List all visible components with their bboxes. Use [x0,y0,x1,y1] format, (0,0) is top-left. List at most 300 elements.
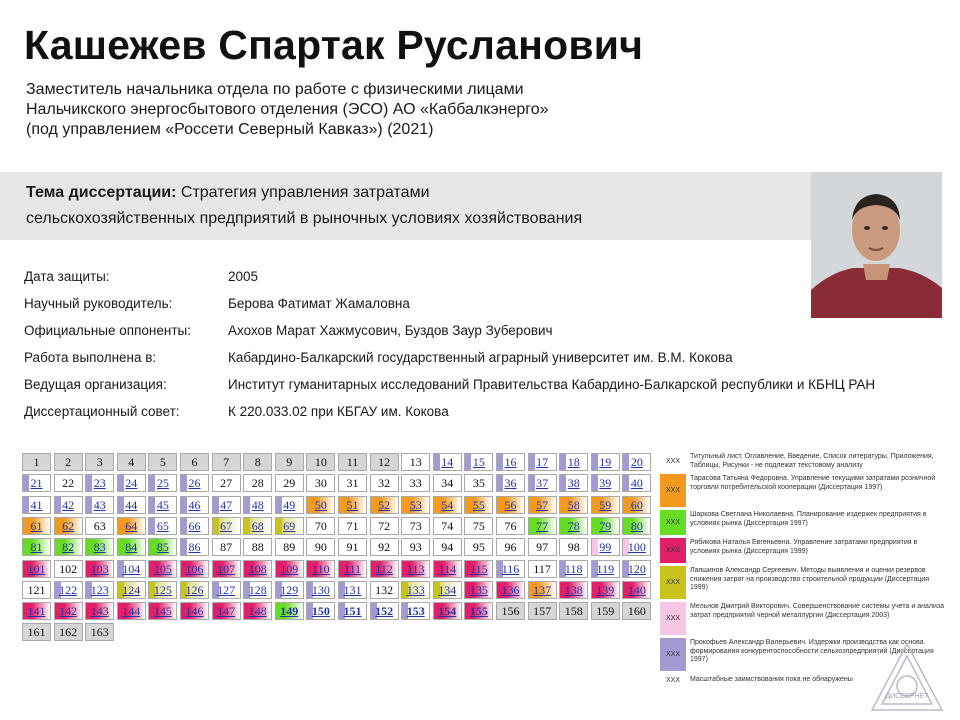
page-cell [22,581,51,599]
page-cell[interactable] [22,474,51,492]
page-cell[interactable] [85,581,114,599]
page-cell [243,474,272,492]
page-cell[interactable] [496,560,525,578]
legend-swatch: XXX [660,602,686,635]
page-number: 107 [217,561,236,576]
page-cell[interactable] [275,602,304,620]
detail-label: Научный руководитель: [24,296,173,311]
page-source-mark [592,518,598,534]
page-source-mark [118,518,124,534]
page-cell[interactable] [117,496,146,514]
page-cell [401,517,430,535]
page-source-mark [149,518,155,534]
page-cell [243,538,272,556]
page-cell[interactable] [243,602,272,620]
page-number: 46 [188,497,201,512]
person-name: Кашежев Спартак Русланович [24,22,644,68]
page-source-mark [86,539,92,555]
page-cell[interactable] [559,517,588,535]
page-cell[interactable] [243,560,272,578]
page-number: 116 [501,561,520,576]
page-number: 110 [312,561,330,576]
page-cell[interactable] [148,474,177,492]
page-number: 15 [472,455,485,469]
page-number: 106 [185,561,204,576]
page-number: 62 [62,518,75,533]
page-cell [275,453,304,471]
page-number: 16 [504,455,517,469]
page-number: 55 [472,497,485,512]
legend-row [660,452,946,472]
page-cell[interactable] [85,538,114,556]
page-number: 98 [567,540,580,555]
page-number: 122 [59,582,78,597]
page-number: 5 [159,455,166,469]
theme-text-line1: Стратегия управления затратами [176,184,430,201]
page-number: 13 [409,455,422,469]
page-cell[interactable] [148,538,177,556]
page-number: 127 [217,582,236,597]
legend-text: Рябикова Наталья Евгеньевна. Управление затратами предприятия в условиях рынка (Диссертация 1999) [690,539,918,555]
page-number: 50 [314,497,327,512]
page-cell[interactable] [464,496,493,514]
page-cell[interactable] [401,560,430,578]
page-cell[interactable] [401,602,430,620]
page-number: 65 [156,518,169,533]
page-number: 96 [504,540,517,555]
page-number: 142 [59,604,78,619]
page-cell [496,517,525,535]
page-number: 2 [65,455,72,469]
page-cell[interactable] [22,538,51,556]
page-number: 43 [93,497,106,512]
page-number: 58 [567,497,580,512]
page-cell [243,453,272,471]
page-cell[interactable] [559,453,588,471]
page-number: 45 [156,497,169,512]
page-number: 82 [62,540,75,555]
page-source-mark [434,497,440,513]
page-number: 25 [156,476,169,491]
page-cell[interactable] [622,538,651,556]
page-cell[interactable] [148,496,177,514]
page-cell[interactable] [212,560,241,578]
page-cell[interactable] [180,517,209,535]
page-cell[interactable] [180,581,209,599]
page-cell[interactable] [496,496,525,514]
page-cell[interactable] [591,496,620,514]
page-cell[interactable] [212,496,241,514]
page-number: 71 [346,518,359,533]
page-cell [496,602,525,620]
page-number: 163 [90,625,109,640]
page-cell[interactable] [148,581,177,599]
page-source-mark [244,518,250,534]
page-cell[interactable] [559,581,588,599]
page-number: 125 [153,582,172,597]
page-number: 85 [156,540,169,555]
page-number: 159 [596,604,615,619]
page-source-mark [560,497,566,513]
page-number: 152 [375,604,394,619]
legend-text: Лапшинов Александр Сергеевич. Методы выявления и оценки резервов снижения затрат на производство строительной продукции (Диссертация 1999) [690,567,930,591]
page-cell[interactable] [212,602,241,620]
page-number: 41 [30,497,43,512]
page-source-mark [149,497,155,513]
page-number: 160 [627,604,646,619]
page-number: 157 [533,604,552,619]
page-cell[interactable] [306,581,335,599]
page-cell[interactable] [433,602,462,620]
page-cell [180,453,209,471]
page-cell[interactable] [275,496,304,514]
page-source-mark [23,497,29,513]
page-cell[interactable] [85,474,114,492]
page-cell[interactable] [117,538,146,556]
legend-text: Тарасова Татьяна Федоровна. Управление текущими затратами розничной торговли потребительской кооперации (Диссертация 1997) [690,475,936,491]
page-cell [85,517,114,535]
page-number: 59 [599,497,612,512]
page-cell[interactable] [148,517,177,535]
page-number: 32 [378,476,391,491]
legend-text: Мельнов Дмитрий Викторович. Совершенствование системы учета и анализа затрат предприятий черной металлургии (Диссертация 2003) [690,603,944,619]
page-number: 113 [406,561,425,576]
page-source-mark [529,497,535,513]
detail-value: Берова Фатимат Жамаловна [228,296,410,311]
page-source-mark [307,497,313,513]
page-number: 119 [596,561,615,576]
dissernet-stamp [868,640,946,716]
page-cell[interactable] [370,560,399,578]
page-cell[interactable] [370,602,399,620]
page-number: 146 [185,604,204,619]
page-cell[interactable] [559,496,588,514]
page-number: 90 [314,540,327,555]
page-source-mark [23,539,29,555]
page-number: 27 [220,476,233,491]
page-source-mark [465,497,471,513]
page-source-mark [623,454,629,470]
page-source-mark [149,539,155,555]
page-cell [54,623,83,641]
page-cell [212,538,241,556]
page-number: 34 [441,476,454,491]
page-cell[interactable] [591,453,620,471]
page-cell[interactable] [591,538,620,556]
page-cell[interactable] [275,517,304,535]
page-number: 63 [93,518,106,533]
page-source-mark [23,518,29,534]
page-cell[interactable] [496,474,525,492]
page-cell[interactable] [464,560,493,578]
page-number: 80 [630,518,643,533]
page-source-mark [276,497,282,513]
page-number: 75 [472,518,485,533]
page-cell[interactable] [622,560,651,578]
page-number: 19 [599,455,612,469]
page-number: 161 [27,625,46,640]
page-number: 35 [472,476,485,491]
page-source-mark [276,518,282,534]
page-cell [591,602,620,620]
page-cell [464,538,493,556]
page-number: 140 [627,582,646,597]
page-cell[interactable] [180,560,209,578]
page-number: 100 [627,540,646,555]
page-number: 24 [125,476,138,491]
page-cell[interactable] [528,474,557,492]
page-number: 105 [153,561,172,576]
page-cell[interactable] [148,602,177,620]
page-cell[interactable] [54,517,83,535]
page-number: 4 [128,455,135,469]
page-number: 109 [280,561,299,576]
page-source-mark [181,497,187,513]
page-number: 70 [314,518,327,533]
page-source-mark [529,518,535,534]
page-number: 134 [438,582,457,597]
page-cell[interactable] [622,581,651,599]
page-source-mark [149,475,155,491]
page-source-mark [244,497,250,513]
page-cell[interactable] [54,496,83,514]
page-cell[interactable] [275,560,304,578]
page-cell[interactable] [306,496,335,514]
detail-value: Кабардино-Балкарский государственный аграрный университет им. В.М. Кокова [228,350,733,365]
page-cell[interactable] [464,453,493,471]
page-cell[interactable] [180,496,209,514]
page-number: 76 [504,518,517,533]
detail-label: Ведущая организация: [24,377,167,392]
page-cell[interactable] [338,602,367,620]
page-number: 28 [251,476,264,491]
page-number: 67 [220,518,233,533]
page-number: 156 [501,604,520,619]
page-cell[interactable] [243,496,272,514]
page-cell[interactable] [464,602,493,620]
page-source-mark [181,518,187,534]
page-source-mark [623,475,629,491]
page-number: 74 [441,518,454,533]
page-number: 33 [409,476,422,491]
page-cell[interactable] [622,453,651,471]
page-cell[interactable] [338,496,367,514]
page-cell [117,453,146,471]
page-number: 126 [185,582,204,597]
page-cell[interactable] [243,581,272,599]
page-number: 37 [536,476,549,491]
page-cell[interactable] [306,560,335,578]
page-cell[interactable] [275,581,304,599]
page-cell[interactable] [117,517,146,535]
page-cell[interactable] [591,517,620,535]
legend-swatch: XXX [660,510,686,535]
detail-label: Работа выполнена в: [24,350,157,365]
page-cell[interactable] [85,602,114,620]
dissertation-theme [26,180,806,232]
page-number: 83 [93,540,106,555]
page-cell[interactable] [559,560,588,578]
detail-label: Дата защиты: [24,269,110,284]
page-cell [54,474,83,492]
page-number: 151 [343,604,362,619]
page-cell[interactable] [117,602,146,620]
page-cell [212,474,241,492]
page-cell[interactable] [591,474,620,492]
page-number: 52 [378,497,391,512]
page-number: 95 [472,540,485,555]
page-cell[interactable] [180,474,209,492]
page-source-mark [623,518,629,534]
page-source-mark [497,475,503,491]
page-number: 149 [280,604,299,619]
page-number: 69 [283,518,296,533]
page-source-mark [560,475,566,491]
page-number: 141 [27,604,46,619]
legend-swatch: XXX [660,538,686,563]
page-cell [401,474,430,492]
page-cell[interactable] [401,581,430,599]
page-number: 22 [62,476,75,491]
page-cell[interactable] [117,474,146,492]
page-cell[interactable] [54,602,83,620]
page-source-mark [434,454,440,470]
page-number: 123 [90,582,109,597]
page-number: 130 [311,582,330,597]
page-number: 78 [567,518,580,533]
page-cell[interactable] [338,581,367,599]
page-source-mark [55,518,61,534]
page-number: 84 [125,540,138,555]
page-cell[interactable] [180,538,209,556]
page-source-mark [529,475,535,491]
page-number: 131 [343,582,362,597]
page-source-mark [339,497,345,513]
page-cell[interactable] [22,560,51,578]
page-number: 18 [567,455,580,469]
page-number: 99 [599,540,612,555]
legend-text: Шаркова Светлана Николаевна. Планирование издержек предприятия в условиях рынка (Диссертация 1997) [690,511,927,527]
page-number: 112 [375,561,393,576]
page-cell[interactable] [22,602,51,620]
page-cell[interactable] [433,560,462,578]
page-cell[interactable] [622,474,651,492]
page-source-mark [118,539,124,555]
page-cell[interactable] [496,453,525,471]
page-cell[interactable] [464,581,493,599]
page-cell[interactable] [622,496,651,514]
page-source-mark [592,454,598,470]
page-cell[interactable] [433,453,462,471]
page-cell[interactable] [370,496,399,514]
page-number: 61 [30,518,43,533]
page-number: 40 [630,476,643,491]
page-cell[interactable] [212,581,241,599]
page-cell[interactable] [338,560,367,578]
legend-text: Титульный лист, Оглавление, Введение, Список литературы, Приложения, Таблицы, Рисунки - не подлежат текстовому анализу [690,453,934,469]
page-number: 11 [346,455,359,469]
page-number: 101 [27,561,46,576]
page-cell[interactable] [528,496,557,514]
page-cell [370,453,399,471]
page-cell[interactable] [401,496,430,514]
page-cell [338,453,367,471]
page-number: 26 [188,476,201,491]
page-cell [528,602,557,620]
page-number: 92 [378,540,391,555]
page-number: 8 [254,455,261,469]
page-number: 136 [501,582,520,597]
page-source-mark [402,497,408,513]
page-cell[interactable] [306,602,335,620]
detail-value: К 220.033.02 при КБГАУ им. Кокова [228,404,449,419]
page-number: 138 [564,582,583,597]
page-number: 77 [536,518,549,533]
page-cell [370,517,399,535]
page-source-mark [497,454,503,470]
legend-row [660,510,946,536]
legend-row [660,474,946,508]
page-source-mark [592,539,598,555]
page-number: 114 [438,561,457,576]
page-number: 36 [504,476,517,491]
page-cell[interactable] [243,517,272,535]
page-cell[interactable] [559,474,588,492]
page-source-mark [213,497,219,513]
page-number: 150 [311,604,330,619]
page-cell[interactable] [528,517,557,535]
page-cell [338,538,367,556]
page-source-mark [560,454,566,470]
page-cell [528,538,557,556]
page-number: 139 [596,582,615,597]
page-cell[interactable] [622,517,651,535]
page-cell[interactable] [528,453,557,471]
page-cell[interactable] [54,538,83,556]
page-cell[interactable] [180,602,209,620]
page-cell[interactable] [117,581,146,599]
page-number: 60 [630,497,643,512]
page-cell [370,581,399,599]
page-cell[interactable] [22,496,51,514]
page-cell[interactable] [85,560,114,578]
page-number: 54 [441,497,454,512]
page-cell[interactable] [433,496,462,514]
legend-swatch: XXX [660,674,686,687]
page-cell[interactable] [591,581,620,599]
page-cell[interactable] [85,496,114,514]
page-cell[interactable] [22,517,51,535]
page-cell[interactable] [117,560,146,578]
page-number: 73 [409,518,422,533]
page-number: 53 [409,497,422,512]
page-cell[interactable] [148,560,177,578]
page-number: 66 [188,518,201,533]
page-cell[interactable] [496,581,525,599]
page-cell[interactable] [591,560,620,578]
page-source-mark [213,518,219,534]
page-cell [306,517,335,535]
page-number: 104 [122,561,141,576]
page-cell[interactable] [528,581,557,599]
page-cell [275,474,304,492]
page-cell[interactable] [212,517,241,535]
page-number: 48 [251,497,264,512]
page-cell[interactable] [54,581,83,599]
page-cell [22,623,51,641]
page-cell [433,474,462,492]
page-cell[interactable] [433,581,462,599]
